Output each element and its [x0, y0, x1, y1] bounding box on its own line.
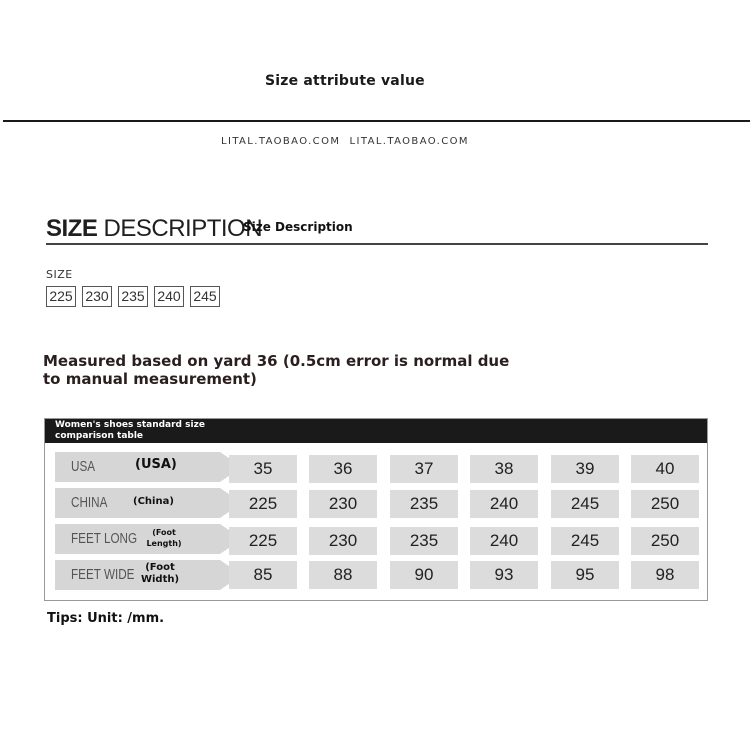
size-option: 225: [46, 286, 76, 307]
row-label-en: USA: [71, 458, 96, 475]
table-cell: 35: [229, 455, 297, 483]
table-cell: 235: [390, 527, 458, 555]
row-label-note: (China): [133, 496, 174, 507]
table-cell: 225: [229, 527, 297, 555]
size-comparison-table: [44, 418, 708, 601]
table-cell: 85: [229, 561, 297, 589]
table-cell: 37: [390, 455, 458, 483]
size-heading-bold: SIZE: [46, 215, 98, 242]
table-header-bar: [45, 419, 707, 443]
row-label-en: FEET WIDE: [71, 566, 135, 583]
table-cell: 230: [309, 527, 377, 555]
row-label-en: CHINA: [71, 494, 108, 511]
size-description-heading: [46, 215, 262, 243]
table-cell: 250: [631, 490, 699, 518]
table-cell: 90: [390, 561, 458, 589]
table-cell: 98: [631, 561, 699, 589]
table-cell: 245: [551, 527, 619, 555]
unit-tip: Tips: Unit: /mm.: [47, 611, 165, 626]
table-cell: 95: [551, 561, 619, 589]
page-title: Size attribute value: [265, 73, 425, 89]
row-label-note: (USA): [135, 457, 177, 472]
size-option: 245: [190, 286, 220, 307]
table-cell: 235: [390, 490, 458, 518]
table-cell: 88: [309, 561, 377, 589]
shop-url-text: LITAL.TAOBAO.COM LITAL.TAOBAO.COM: [221, 136, 469, 147]
row-label-usa: [55, 452, 220, 482]
table-cell: 225: [229, 490, 297, 518]
row-label-note: (Foot Width): [140, 562, 180, 585]
row-label-feet-long: [55, 524, 220, 554]
table-cell: 230: [309, 490, 377, 518]
size-option: 230: [82, 286, 112, 307]
table-cell: 240: [470, 490, 538, 518]
header-divider: [3, 120, 750, 122]
size-description-subheading: Size Description: [243, 220, 353, 234]
table-cell: 36: [309, 455, 377, 483]
size-option: 240: [154, 286, 184, 307]
row-label-china: [55, 488, 220, 518]
row-label-note: (Foot Length): [146, 528, 182, 548]
table-cell: 245: [551, 490, 619, 518]
table-cell: 250: [631, 527, 699, 555]
size-option: 235: [118, 286, 148, 307]
table-cell: 40: [631, 455, 699, 483]
row-label-en: FEET LONG: [71, 530, 138, 547]
size-label: SIZE: [46, 268, 73, 281]
table-cell: 93: [470, 561, 538, 589]
table-title: Women's shoes standard size comparison table: [55, 420, 205, 441]
size-description-divider: [46, 243, 708, 245]
size-options: [46, 286, 220, 307]
size-heading-light: DESCRIPTION: [97, 215, 263, 242]
measurement-note: Measured based on yard 36 (0.5cm error is normal due to manual measurement): [43, 352, 510, 388]
row-label-feet-wide: [55, 560, 220, 590]
table-cell: 240: [470, 527, 538, 555]
table-cell: 39: [551, 455, 619, 483]
table-cell: 38: [470, 455, 538, 483]
